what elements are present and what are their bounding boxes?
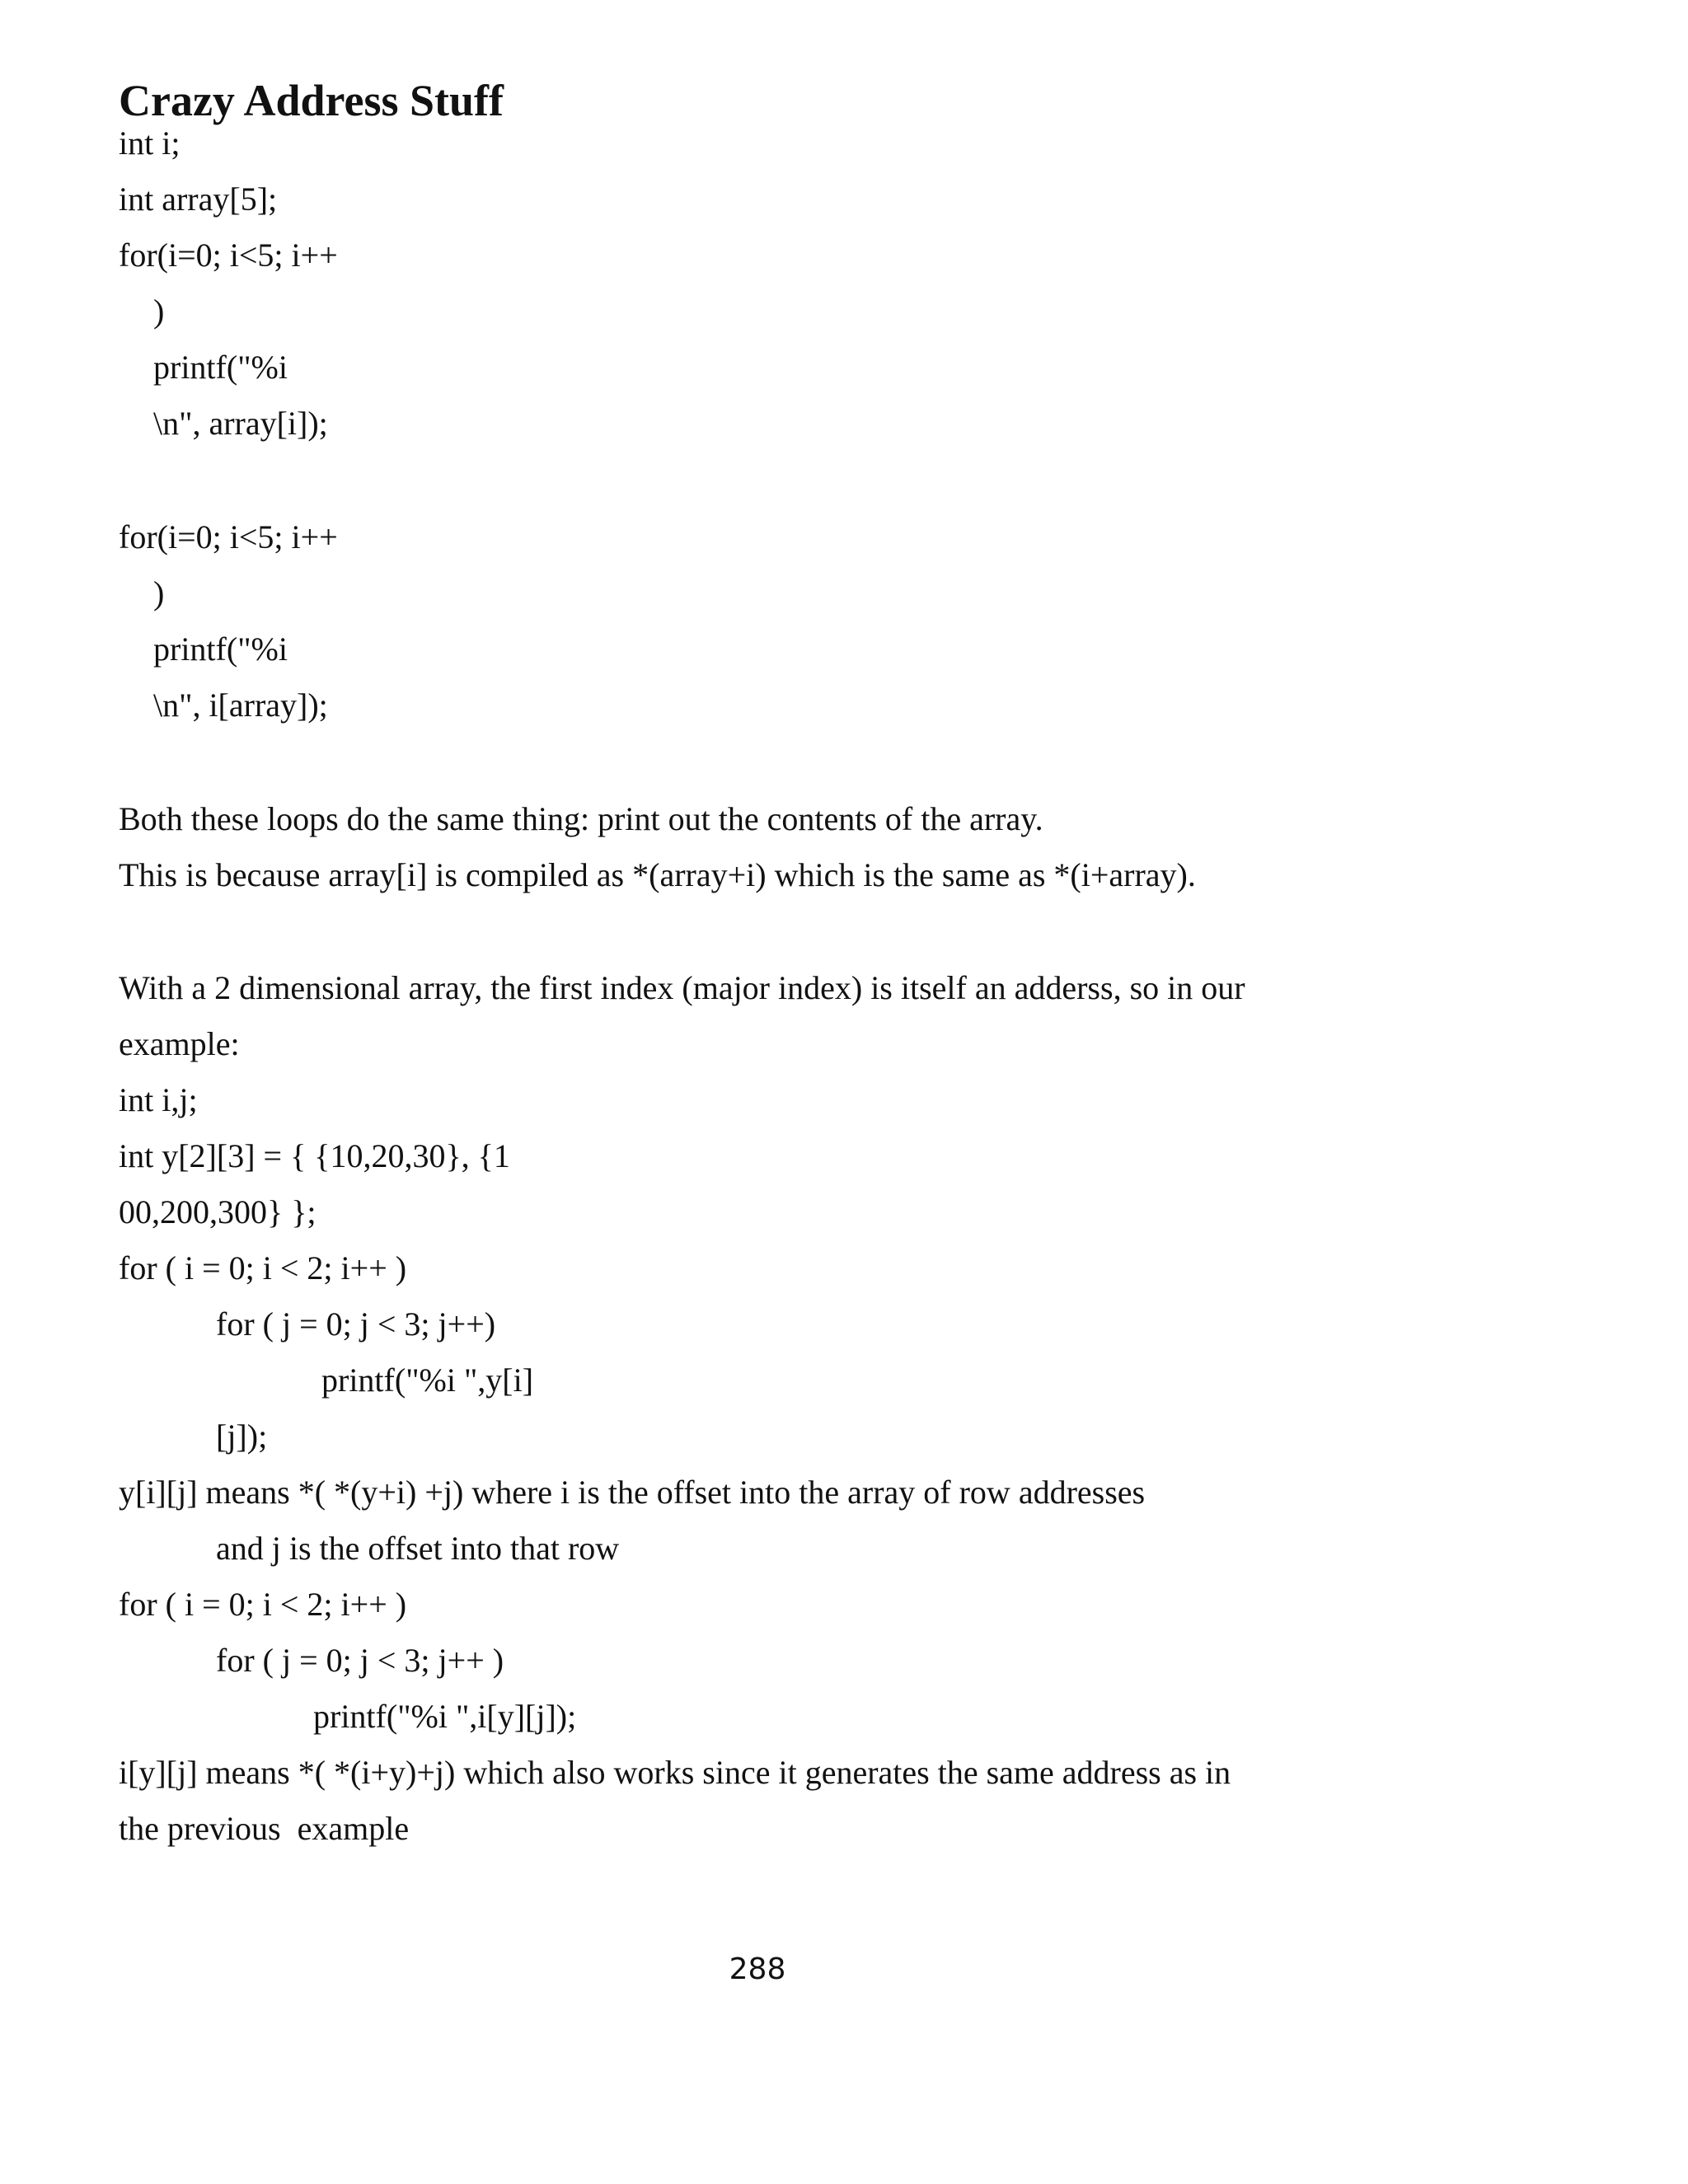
page-number: 288	[729, 1952, 786, 1986]
code-line: )	[153, 293, 165, 330]
code-line: for ( j = 0; j < 3; j++ )	[216, 1642, 504, 1679]
paragraph-line: and j is the offset into that row	[216, 1530, 620, 1567]
code-line: for ( i = 0; i < 2; i++ )	[119, 1586, 407, 1623]
code-line: int y[2][3] = { {10,20,30}, {1	[119, 1137, 510, 1174]
paragraph-line: Both these loops do the same thing: print out the contents of the array.	[119, 800, 1043, 837]
code-line: printf("%i	[153, 349, 288, 386]
code-line: \n", array[i]);	[153, 405, 328, 442]
paragraph-line: y[i][j] means *( *(y+i) +j) where i is the offset into the array of row addresses	[119, 1474, 1146, 1511]
page-title: Crazy Address Stuff	[119, 76, 504, 125]
paragraph-line: the previous example	[119, 1810, 410, 1847]
code-line: \n", i[array]);	[153, 687, 328, 724]
code-line: 00,200,300} };	[119, 1193, 316, 1230]
code-line: int i,j;	[119, 1081, 198, 1118]
code-line: printf("%i ",i[y][j]);	[313, 1698, 577, 1735]
paragraph-line: i[y][j] means *( *(i+y)+j) which also works since it generates the same address as in	[119, 1754, 1231, 1791]
code-line: printf("%i ",y[i]	[321, 1361, 534, 1399]
code-line: [j]);	[216, 1418, 268, 1455]
code-line: for(i=0; i<5; i++	[119, 237, 338, 274]
code-line: for(i=0; i<5; i++	[119, 518, 338, 555]
code-line: for ( j = 0; j < 3; j++)	[216, 1305, 496, 1343]
code-line: int array[5];	[119, 180, 278, 218]
code-line: printf("%i	[153, 630, 288, 668]
paragraph-line: This is because array[i] is compiled as *(array+i) which is the same as *(i+array).	[119, 856, 1196, 893]
code-line: )	[153, 574, 165, 612]
code-line: for ( i = 0; i < 2; i++ )	[119, 1249, 407, 1286]
paragraph-line: With a 2 dimensional array, the first index (major index) is itself an adderss, so in our	[119, 969, 1245, 1006]
code-line: int i;	[119, 124, 181, 162]
paragraph-line: example:	[119, 1025, 240, 1062]
